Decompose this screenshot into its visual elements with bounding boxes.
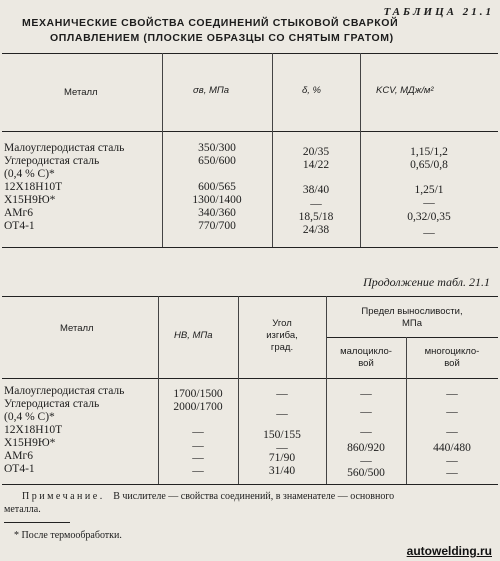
note bbox=[22, 491, 394, 502]
table-2-high-cycle-value: — bbox=[446, 467, 458, 479]
table-2-metal-name: Х15Н9Ю* bbox=[4, 437, 56, 449]
table-1-delta-value: 38/40 bbox=[302, 184, 330, 196]
table-1-sigma-value: 650/600 bbox=[198, 155, 236, 167]
table-2-hb-value: — bbox=[192, 440, 204, 452]
table-2-low-cycle-value: 560/500 bbox=[347, 467, 385, 479]
watermark: autowelding.ru bbox=[406, 544, 492, 558]
table-1-header-metal: Металл bbox=[64, 87, 98, 98]
table-2-high-cycle-value: 440/480 bbox=[433, 442, 471, 454]
table-1-header-rule bbox=[2, 131, 498, 132]
table-1-metal-name: АМг6 bbox=[4, 207, 33, 219]
table-2-metal-name: 12Х18Н10Т bbox=[4, 424, 63, 436]
table-1-kcv-value: 0,65/0,8 bbox=[410, 159, 448, 171]
table-2-high-cycle-value: — bbox=[446, 388, 458, 400]
table-2-header-angle: изгиба, bbox=[266, 330, 298, 341]
table-2-metal-name: (0,4 % С)* bbox=[4, 411, 55, 423]
table-2-high-cycle-value: — bbox=[446, 406, 458, 418]
table-1-top-rule bbox=[2, 53, 498, 54]
note-text-continuation: металла. bbox=[4, 504, 41, 515]
table-2-angle-value: 31/40 bbox=[268, 465, 296, 477]
table-2-hb-value: — bbox=[192, 426, 204, 438]
table-1-delta-value: 14/22 bbox=[302, 159, 330, 171]
table-1-sigma-value: 1300/1400 bbox=[192, 194, 242, 206]
table-2-angle-value: — bbox=[276, 388, 288, 400]
table-2-hb-value: 2000/1700 bbox=[173, 401, 223, 413]
table-2-angle-value: — bbox=[276, 442, 288, 454]
table-1-kcv-value: — bbox=[423, 197, 435, 209]
table-2-header-low-cycle: вой bbox=[358, 358, 374, 369]
table-2-header-high-cycle: многоцикло- bbox=[424, 346, 480, 357]
table-1-header-sigma: σв, МПа bbox=[193, 85, 230, 96]
note-label: Примечание. bbox=[22, 491, 105, 502]
table-2-hb-value: 1700/1500 bbox=[173, 388, 223, 400]
table-number-label: ТАБЛИЦА 21.1 bbox=[383, 6, 494, 18]
table-2-high-cycle-value: — bbox=[446, 455, 458, 467]
table-1-metal-name: 12Х18Н10Т bbox=[4, 181, 63, 193]
table-2-header-angle: Угол bbox=[272, 318, 292, 329]
table-1-metal-name: Углеродистая сталь bbox=[4, 155, 100, 167]
table-1-metal-name: (0,4 % С)* bbox=[4, 168, 55, 180]
table-1-metal-name: Малоуглеродистая сталь bbox=[4, 142, 125, 154]
table-1-kcv-value: 1,25/1 bbox=[414, 184, 444, 196]
table-2-bottom-rule bbox=[2, 484, 498, 485]
table-1-bottom-rule bbox=[2, 247, 498, 248]
footnote-rule bbox=[4, 522, 70, 523]
table-2-header-endurance: Предел выносливости, bbox=[361, 306, 463, 317]
table-2-low-cycle-value: — bbox=[360, 426, 372, 438]
table-2-header-endurance: МПа bbox=[401, 318, 423, 329]
table-2-header-rule bbox=[2, 378, 498, 379]
table-2-metal-name: Малоуглеродистая сталь bbox=[4, 385, 125, 397]
table-2-low-cycle-value: — bbox=[360, 455, 372, 467]
table-2-hb-value: — bbox=[192, 465, 204, 477]
table-2-header-hb: НВ, МПа bbox=[174, 330, 213, 341]
table-2-header-low-cycle: малоцикло- bbox=[340, 346, 392, 357]
table-1-sigma-value: 350/300 bbox=[198, 142, 236, 154]
table-2-metal-name: АМг6 bbox=[4, 450, 33, 462]
table-2-metal-name: ОТ4-1 bbox=[4, 463, 35, 475]
table-1-metal-name: Х15Н9Ю* bbox=[4, 194, 56, 206]
table-2-header-high-cycle: вой bbox=[444, 358, 460, 369]
table-1-header-kcv: KCV, МДж/м² bbox=[376, 85, 434, 96]
table-1-delta-value: — bbox=[310, 198, 322, 210]
table-1-metal-name: ОТ4-1 bbox=[4, 220, 35, 232]
table-2-high-cycle-value: — bbox=[446, 426, 458, 438]
table-1-sigma-value: 340/360 bbox=[198, 207, 236, 219]
table-1-header-delta: δ, % bbox=[302, 85, 322, 96]
table-1-delta-value: 20/35 bbox=[302, 146, 330, 158]
table-1-sigma-value: 600/565 bbox=[198, 181, 236, 193]
table-2-header-metal: Металл bbox=[60, 323, 94, 334]
table-2-top-rule bbox=[2, 296, 498, 297]
table-2-angle-value: 150/155 bbox=[263, 429, 301, 441]
table-1-delta-value: 24/38 bbox=[302, 224, 330, 236]
table-1-kcv-value: 0,32/0,35 bbox=[407, 211, 451, 223]
table-1-delta-value: 18,5/18 bbox=[298, 211, 334, 223]
footnote: * После термообработки. bbox=[14, 530, 122, 541]
table-2-header-angle: град. bbox=[270, 342, 294, 353]
table-1-sigma-value: 770/700 bbox=[198, 220, 236, 232]
table-2-subheader-rule bbox=[326, 337, 498, 338]
table-1-kcv-value: — bbox=[423, 227, 435, 239]
table-title-line-2: ОПЛАВЛЕНИЕМ (ПЛОСКИЕ ОБРАЗЦЫ СО СНЯТЫМ ГРАТОМ) bbox=[50, 32, 394, 44]
table-2-low-cycle-value: — bbox=[360, 388, 372, 400]
table-2-low-cycle-value: 860/920 bbox=[347, 442, 385, 454]
note-text: В числителе — свойства соединений, в знаменателе — основного bbox=[113, 491, 395, 502]
table-2-angle-value: — bbox=[276, 408, 288, 420]
table-2-angle-value: 71/90 bbox=[268, 452, 296, 464]
table-2-hb-value: — bbox=[192, 452, 204, 464]
table-2-low-cycle-value: — bbox=[360, 406, 372, 418]
table-title-line-1: МЕХАНИЧЕСКИЕ СВОЙСТВА СОЕДИНЕНИЙ СТЫКОВОЙ СВАРКОЙ bbox=[22, 17, 399, 29]
table-1-kcv-value: 1,15/1,2 bbox=[410, 146, 448, 158]
table-2-metal-name: Углеродистая сталь bbox=[4, 398, 100, 410]
continuation-label: Продолжение табл. 21.1 bbox=[363, 275, 490, 289]
